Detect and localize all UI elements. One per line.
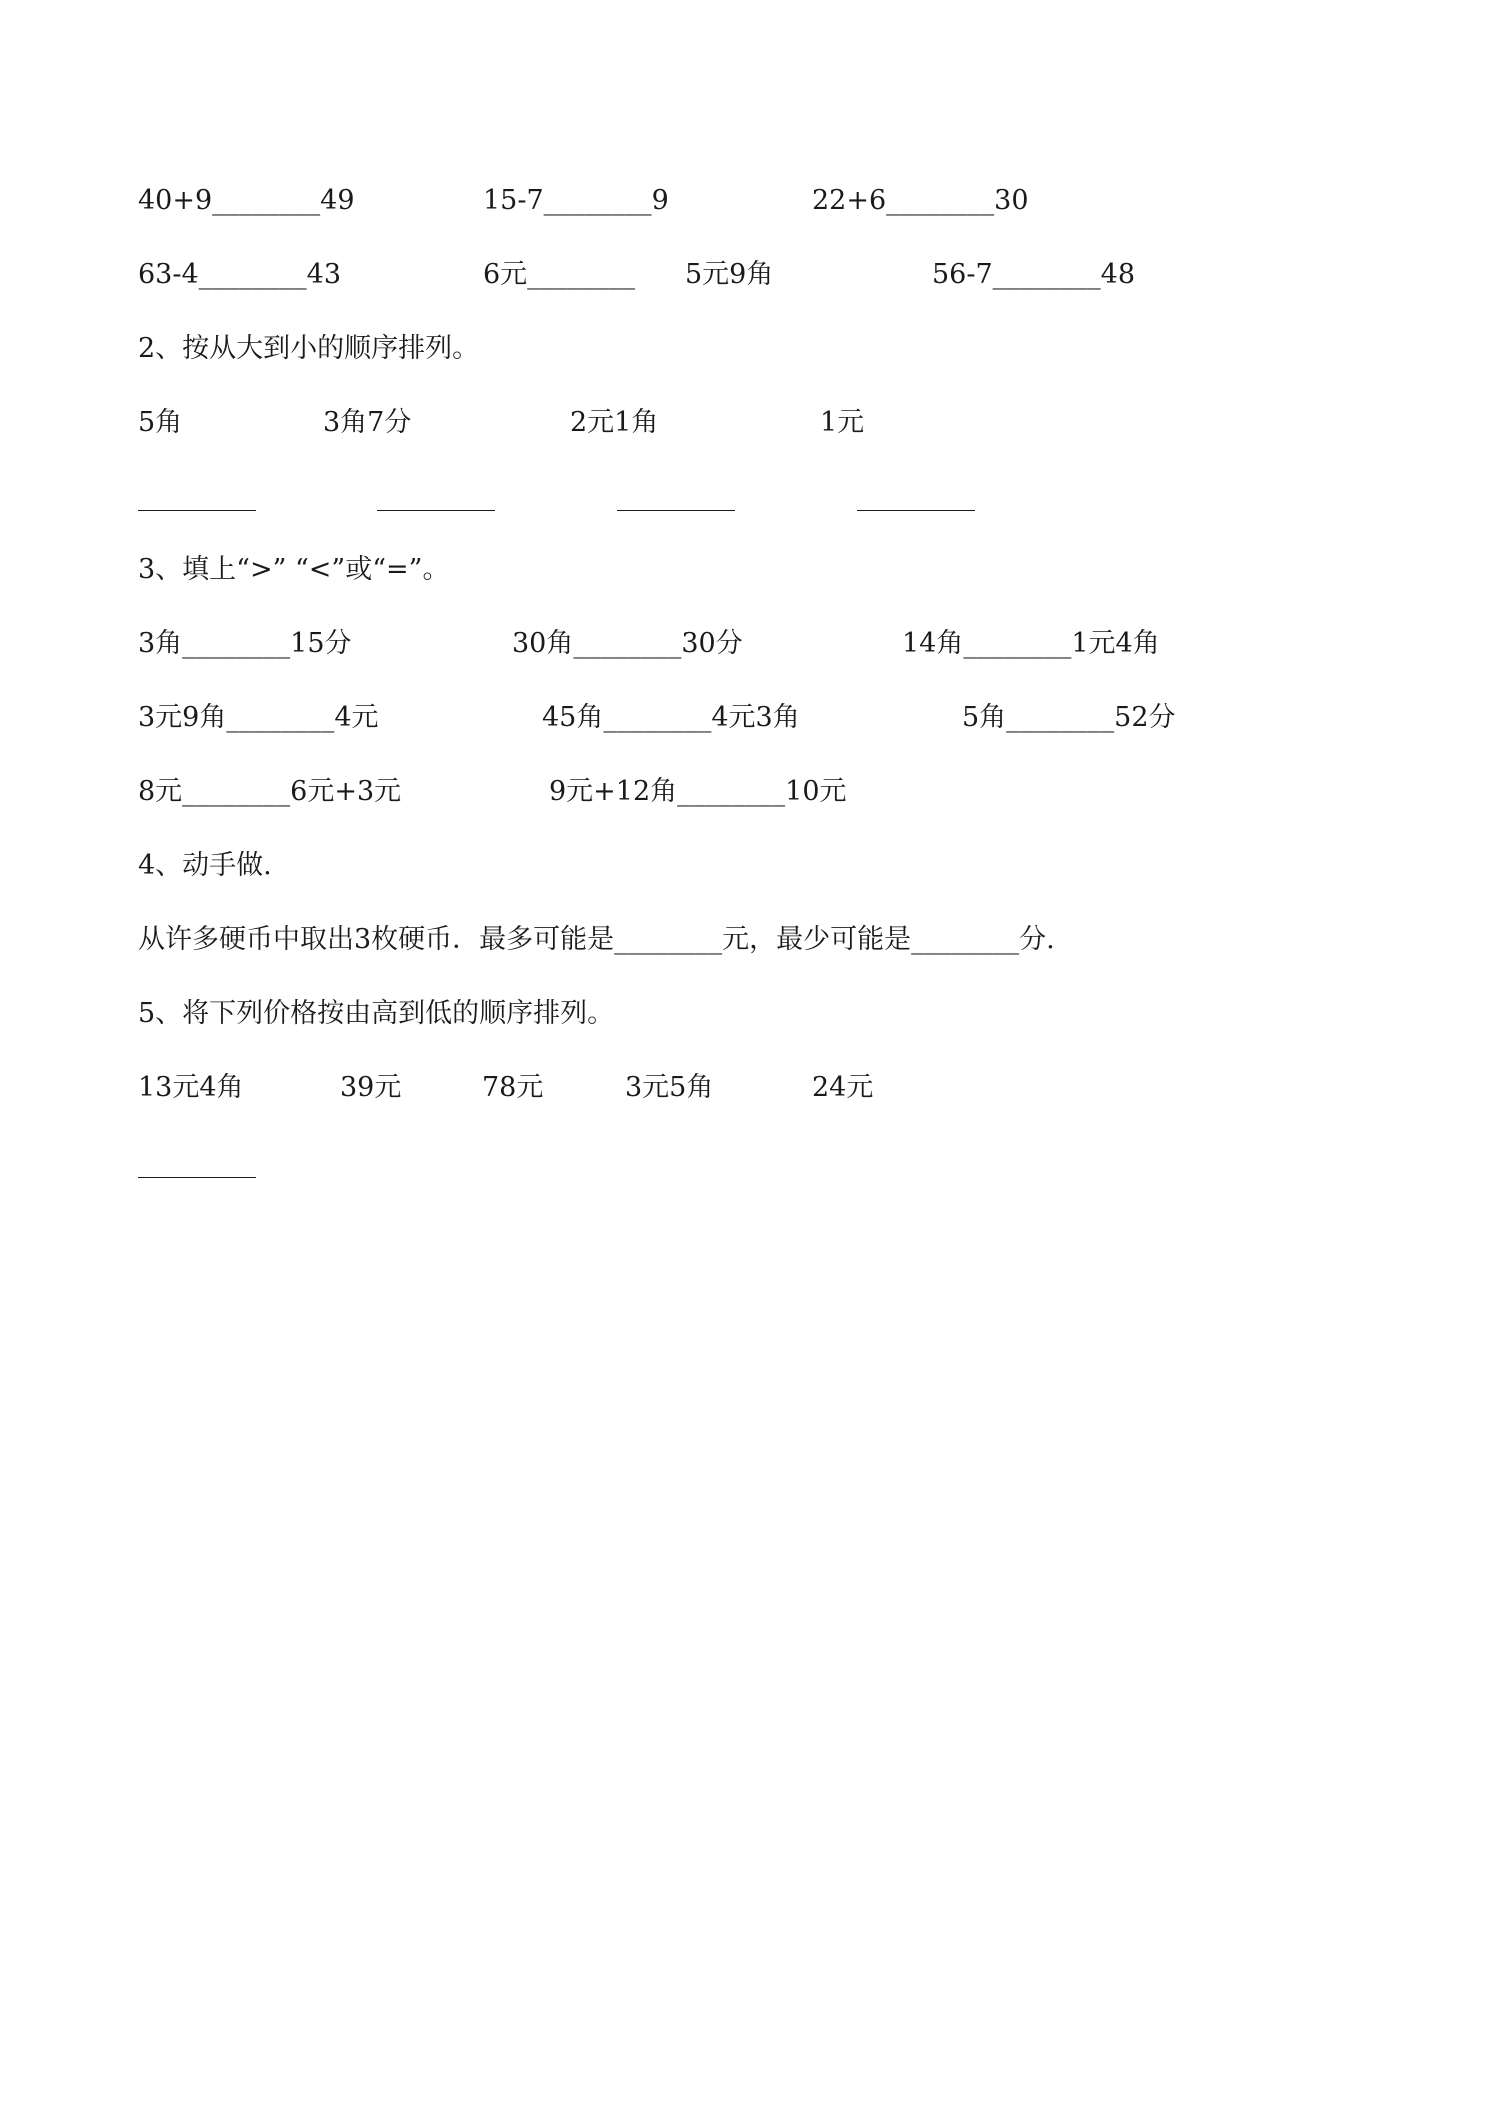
price-item: 39元 <box>340 1072 402 1103</box>
price-item: 5角 <box>138 407 183 438</box>
answer-blank[interactable] <box>138 510 256 511</box>
compare-item: 14角________1元4角 <box>902 628 1160 659</box>
compare-item: 56-7________48 <box>932 259 1136 290</box>
compare-item: 30角________30分 <box>512 628 743 659</box>
price-item: 13元4角 <box>138 1072 244 1103</box>
answer-blank[interactable] <box>857 510 975 511</box>
compare-item: 8元________6元+3元 <box>138 776 402 807</box>
question-2-title: 2、按从大到小的顺序排列。 <box>138 333 480 364</box>
price-item: 1元 <box>820 407 865 438</box>
compare-item: 15-7________9 <box>483 185 669 216</box>
price-item: 78元 <box>482 1072 544 1103</box>
answer-blank[interactable] <box>377 510 495 511</box>
compare-item: 9元+12角________10元 <box>549 776 847 807</box>
price-item: 24元 <box>812 1072 874 1103</box>
compare-item: 3元9角________4元 <box>138 702 379 733</box>
answer-blank[interactable] <box>138 1177 256 1178</box>
compare-item: 5元9角 <box>685 259 774 290</box>
compare-item: 63-4________43 <box>138 259 342 290</box>
question-5-title: 5、将下列价格按由高到低的顺序排列。 <box>138 998 615 1029</box>
question-4-text: 从许多硬币中取出3枚硬币．最多可能是________元，最少可能是________分. <box>138 924 1055 955</box>
compare-item: 6元________ <box>483 259 636 290</box>
compare-item: 22+6________30 <box>812 185 1029 216</box>
answer-blank[interactable] <box>617 510 735 511</box>
compare-item: 40+9________49 <box>138 185 355 216</box>
question-4-title: 4、动手做. <box>138 850 272 881</box>
price-item: 3元5角 <box>625 1072 714 1103</box>
compare-item: 45角________4元3角 <box>542 702 800 733</box>
compare-item: 3角________15分 <box>138 628 352 659</box>
question-3-title: 3、填上“>” “<”或“=”。 <box>138 554 450 585</box>
compare-item: 5角________52分 <box>962 702 1176 733</box>
price-item: 3角7分 <box>323 407 412 438</box>
price-item: 2元1角 <box>570 407 659 438</box>
